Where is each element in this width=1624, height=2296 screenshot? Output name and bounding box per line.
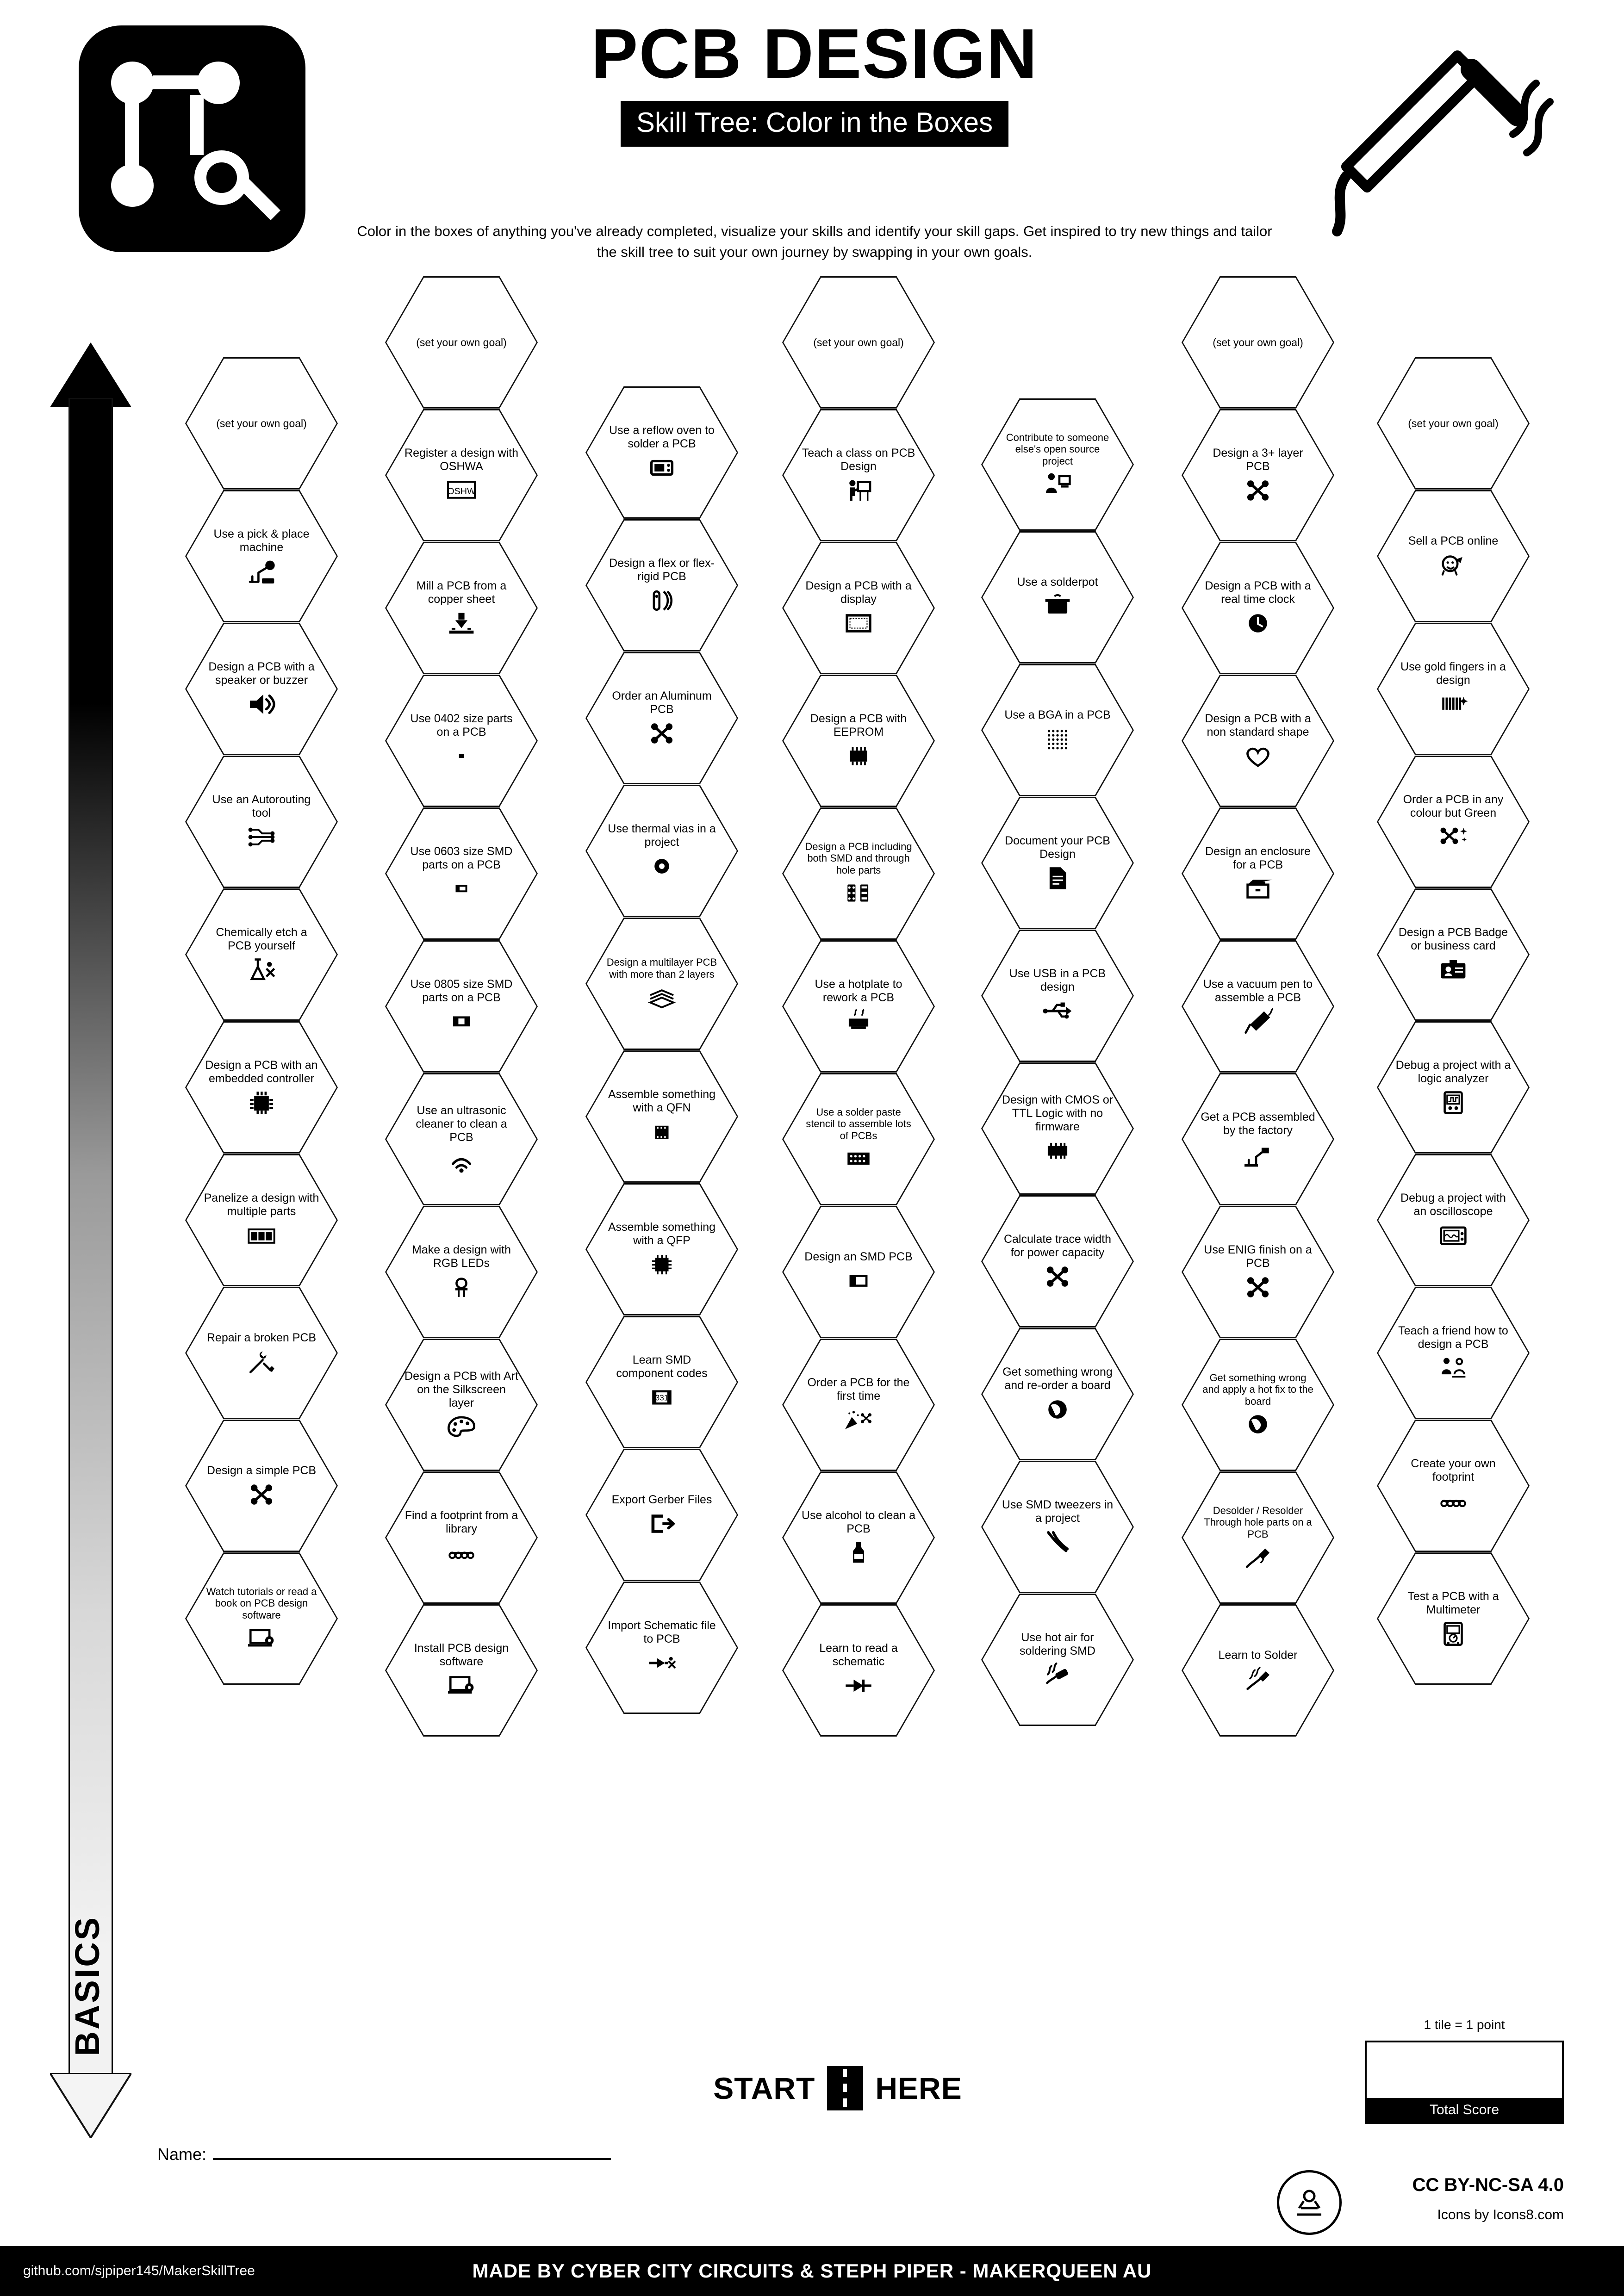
skill-tile[interactable]	[1182, 1206, 1334, 1338]
qfn-icon	[647, 1118, 677, 1145]
bga-icon	[1042, 726, 1073, 752]
tile-label: Design an enclosure for a PCB	[1205, 845, 1311, 871]
header	[0, 0, 1624, 296]
tile-label: Calculate trace width for power capacity	[1003, 1233, 1112, 1259]
tile-label: Teach a class on PCB Design	[802, 447, 915, 473]
skill-tile[interactable]	[782, 1604, 935, 1737]
tile-label: Create your own footprint	[1411, 1457, 1496, 1483]
tile-label: Design a PCB with a non standard shape	[1205, 712, 1311, 738]
palette-icon	[446, 1414, 477, 1440]
document-icon	[1042, 865, 1073, 892]
axis-label-advanced: ADVANCED	[68, 435, 106, 641]
sell-icon	[1438, 552, 1468, 578]
here-label: HERE	[875, 2071, 962, 2105]
tile-label: Panelize a design with multiple parts	[204, 1191, 319, 1218]
skill-tile[interactable]	[185, 490, 338, 622]
tile-label: Import Schematic file to PCB	[608, 1619, 716, 1645]
skill-tile[interactable]	[782, 1339, 935, 1471]
name-field[interactable]	[157, 2142, 611, 2164]
tile-label: Order a PCB in any colour but Green	[1403, 793, 1504, 819]
road-icon	[827, 2066, 863, 2110]
skill-tile[interactable]	[981, 531, 1134, 664]
tile-label: Use USB in a PCB design	[1009, 967, 1106, 993]
tools-icon	[246, 1348, 277, 1375]
skill-tile[interactable]	[585, 1316, 738, 1448]
panelize-icon	[246, 1222, 277, 1249]
export-icon	[647, 1510, 677, 1537]
enclosure-icon	[1243, 875, 1273, 902]
skill-tile[interactable]	[1182, 675, 1334, 807]
tile-label: Find a footprint from a library	[404, 1509, 518, 1535]
tile-label: Test a PCB with a Multimeter	[1407, 1590, 1499, 1616]
skill-tile[interactable]	[585, 918, 738, 1050]
vacuum-pen-icon	[1243, 1008, 1273, 1035]
badge-icon	[1438, 956, 1468, 983]
skill-tile[interactable]	[185, 623, 338, 755]
tile-label: Register a design with OSHWA	[404, 447, 518, 473]
skill-tile[interactable]	[585, 785, 738, 917]
svg-text:331: 331	[655, 1393, 669, 1402]
skill-tile[interactable]	[1377, 1552, 1530, 1685]
skill-tile[interactable]	[1182, 276, 1334, 409]
skill-tile[interactable]	[1377, 1021, 1530, 1154]
skill-tile[interactable]	[981, 1328, 1134, 1460]
tile-label: Get something wrong and re-order a board	[1002, 1365, 1113, 1392]
desolder-icon	[1243, 1544, 1273, 1570]
tile-label: Assemble something with a QFP	[608, 1221, 716, 1247]
hotair-icon	[1042, 1662, 1073, 1688]
tile-label: Learn SMD component codes	[616, 1353, 708, 1380]
skill-tile[interactable]	[782, 542, 935, 674]
pcb-icon	[246, 1481, 277, 1508]
tile-label: Install PCB design software	[414, 1642, 509, 1668]
skill-tile[interactable]	[185, 1021, 338, 1154]
tile-label: Use hot air for soldering SMD	[1020, 1631, 1095, 1657]
start-label: START	[713, 2071, 815, 2105]
skill-tile[interactable]	[981, 930, 1134, 1062]
skill-tile[interactable]	[185, 1552, 338, 1685]
tile-label: Use 0603 size SMD parts on a PCB	[410, 845, 513, 871]
skill-tile[interactable]	[1377, 490, 1530, 622]
import-icon	[647, 1650, 677, 1676]
skill-tile[interactable]	[385, 807, 538, 940]
tile-label: Design an SMD PCB	[804, 1250, 913, 1263]
tile-label: (set your own goal)	[1213, 336, 1303, 348]
skill-tile[interactable]	[385, 675, 538, 807]
skill-tile[interactable]	[1182, 542, 1334, 674]
pcb-icon	[647, 720, 677, 747]
tile-label: Use 0805 size SMD parts on a PCB	[410, 978, 513, 1004]
skill-tile[interactable]	[782, 409, 935, 541]
arrow-head-up	[50, 342, 131, 407]
tile-label: Design a PCB with a real time clock	[1205, 579, 1311, 606]
etch-flask-icon	[246, 956, 277, 983]
skill-tile[interactable]	[1182, 1604, 1334, 1737]
tile-label: Desolder / Resolder Through hole parts on a PCB	[1204, 1504, 1312, 1540]
stencil-icon	[843, 1145, 874, 1172]
tile-label: Use alcohol to clean a PCB	[802, 1509, 915, 1535]
pcb-icon	[1243, 477, 1273, 504]
skill-tile[interactable]	[385, 1206, 538, 1338]
tile-label: Use gold fingers in a design	[1400, 660, 1506, 687]
code-331-icon	[647, 1384, 677, 1411]
tile-label: Assemble something with a QFN	[608, 1088, 716, 1114]
tile-label: Design a PCB with Art on the Silkscreen layer	[404, 1369, 518, 1409]
tile-label: Mill a PCB from a copper sheet	[416, 579, 507, 606]
tile-label: Learn to Solder	[1218, 1648, 1298, 1662]
github-link[interactable]: github.com/sjpiper145/MakerSkillTree	[23, 2263, 255, 2278]
skill-tile[interactable]	[981, 398, 1134, 531]
skill-tile[interactable]	[1182, 1471, 1334, 1604]
footprint-icon	[446, 1539, 477, 1566]
svg-text:OSHW: OSHW	[447, 486, 476, 496]
cc-badge-icon	[1277, 2170, 1342, 2235]
tile-label: Chemically etch a PCB yourself	[216, 926, 307, 952]
skill-tile[interactable]	[585, 386, 738, 519]
skill-tile[interactable]	[981, 1461, 1134, 1593]
skill-tile[interactable]	[782, 807, 935, 940]
tile-label: Design a 3+ layer PCB	[1213, 447, 1303, 473]
display-icon	[843, 610, 874, 637]
skill-tile[interactable]	[185, 888, 338, 1021]
tile-label: (set your own goal)	[1408, 417, 1499, 429]
hotplate-icon	[843, 1008, 874, 1035]
bottle-icon	[843, 1539, 874, 1566]
intro-text: Color in the boxes of anything you've already completed, visualize your skills and identify your skill gaps. Get inspired to try new things and tailor the skill tree to suit your own journey by swapping in your own goals.	[357, 223, 1272, 260]
skill-tile[interactable]	[585, 1582, 738, 1714]
name-input-line[interactable]	[213, 2142, 611, 2160]
smd-0805-icon	[446, 1008, 477, 1035]
skill-tile[interactable]	[185, 756, 338, 888]
tile-label: Use a pick & place machine	[213, 527, 310, 554]
tile-label: Order a PCB for the first time	[807, 1376, 910, 1402]
skill-tile[interactable]	[185, 1420, 338, 1552]
skill-tile[interactable]	[1377, 888, 1530, 1021]
skill-tile[interactable]	[981, 797, 1134, 929]
soldering-iron-icon	[1243, 1666, 1273, 1693]
tile-label: Contribute to someone else's open source project	[1006, 431, 1109, 467]
title-block	[407, 14, 1222, 147]
icons-credit: Icons by Icons8.com	[1437, 2207, 1564, 2222]
mill-icon	[446, 610, 477, 637]
facepalm-icon	[1243, 1411, 1273, 1438]
tile-label: (set your own goal)	[216, 417, 307, 429]
confetti-pcb-icon	[843, 1407, 874, 1433]
tile-label: Debug a project with a logic analyzer	[1395, 1059, 1511, 1085]
skill-tile[interactable]	[385, 1471, 538, 1604]
heart-icon	[1243, 743, 1273, 769]
skill-tile[interactable]	[1377, 1287, 1530, 1419]
oscilloscope-icon	[1438, 1222, 1468, 1249]
tile-label: (set your own goal)	[416, 336, 507, 348]
skill-tile[interactable]	[981, 1195, 1134, 1328]
share-person-icon	[1042, 471, 1073, 497]
tile-label: Use a solderpot	[1017, 575, 1098, 589]
skill-tile[interactable]	[385, 542, 538, 674]
start-here-marker	[662, 2064, 1014, 2112]
license-text: CC BY-NC-SA 4.0	[1412, 2175, 1564, 2195]
facepalm-icon	[1042, 1396, 1073, 1423]
tile-label: Design a PCB with an embedded controller	[205, 1059, 318, 1085]
clock-icon	[1243, 610, 1273, 637]
install-icon	[446, 1672, 477, 1699]
skill-tile[interactable]	[1377, 756, 1530, 888]
skill-tile[interactable]	[185, 357, 338, 490]
total-score-label: Total Score	[1367, 2098, 1562, 2122]
pcb-icon	[1243, 1274, 1273, 1301]
tile-label: Get a PCB assembled by the factory	[1201, 1111, 1315, 1137]
tile-label: Design a multilayer PCB with more than 2 layers	[606, 956, 717, 980]
goldfingers-icon	[1438, 691, 1468, 718]
tile-label: Design a PCB with a display	[805, 579, 912, 606]
tile-label: Use 0402 size parts on a PCB	[410, 712, 513, 738]
usb-icon	[1042, 998, 1073, 1024]
solderpot-icon	[1042, 593, 1073, 620]
skill-tile[interactable]	[385, 1339, 538, 1471]
chip-icon	[246, 1089, 277, 1116]
diode-icon	[843, 1672, 874, 1699]
skill-tile[interactable]	[981, 1594, 1134, 1726]
skill-tile[interactable]	[585, 1183, 738, 1316]
pcb-sparkle-icon	[1438, 824, 1468, 850]
tile-label: Use a reflow oven to solder a PCB	[609, 424, 715, 450]
footprint-icon	[1438, 1488, 1468, 1514]
skill-tile[interactable]	[1377, 623, 1530, 755]
skill-tile[interactable]	[1377, 1154, 1530, 1286]
tile-label: Watch tutorials or read a book on PCB design software	[206, 1585, 317, 1621]
autoroute-icon	[246, 824, 277, 850]
skill-tile[interactable]	[782, 940, 935, 1073]
smd-0603-icon	[446, 875, 477, 902]
tile-label: Design a PCB with EEPROM	[810, 712, 907, 738]
skill-tile[interactable]	[782, 276, 935, 409]
tile-label: Use a solder paste stencil to assemble lots of PCBs	[806, 1106, 911, 1142]
skill-tile[interactable]	[385, 940, 538, 1073]
logic-ic-icon	[1042, 1137, 1073, 1164]
tile-label: Use a BGA in a PCB	[1004, 708, 1111, 721]
tile-label: Design a simple PCB	[206, 1464, 317, 1477]
skill-tile[interactable]	[185, 1287, 338, 1419]
arrow-head-down	[50, 2073, 131, 2138]
skill-tile[interactable]	[385, 1073, 538, 1205]
robot-arm-icon	[1243, 1141, 1273, 1168]
tile-label: Design with CMOS or TTL Logic with no firmware	[1002, 1093, 1114, 1133]
page-subtitle: Skill Tree: Color in the Boxes	[621, 101, 1008, 147]
tile-label: Document your PCB Design	[1005, 834, 1110, 861]
tile-label: (set your own goal)	[813, 336, 904, 348]
tile-label: Design a PCB including both SMD and through hole parts	[805, 840, 912, 876]
skill-tile[interactable]	[185, 1154, 338, 1286]
skill-tile[interactable]	[782, 675, 935, 807]
skill-tile[interactable]	[585, 1050, 738, 1183]
tile-label: Use an Autorouting tool	[212, 793, 311, 819]
pick-place-icon	[246, 558, 277, 585]
pcb-icon	[1042, 1263, 1073, 1290]
tile-label: Use an ultrasonic cleaner to clean a PCB	[416, 1104, 507, 1144]
tile-label: Use thermal vias in a project	[608, 822, 716, 849]
skill-tile[interactable]	[585, 1449, 738, 1581]
skill-tile[interactable]	[1182, 409, 1334, 541]
smd-0402-icon	[446, 743, 477, 769]
tile-label: Use a hotplate to rework a PCB	[815, 978, 902, 1004]
total-score-box[interactable]	[1365, 2041, 1564, 2124]
ultrasonic-icon	[446, 1148, 477, 1175]
led-icon	[446, 1274, 477, 1301]
skill-tile[interactable]	[1182, 807, 1334, 940]
tile-label: Teach a friend how to design a PCB	[1398, 1324, 1508, 1351]
oven-icon	[647, 454, 677, 481]
tile-points-note: 1 tile = 1 point	[1424, 2017, 1505, 2032]
speaker-icon	[246, 691, 277, 718]
axis-label-basics: BASICS	[68, 1916, 106, 2056]
page-title: PCB DESIGN	[591, 14, 1038, 93]
footer-bar	[0, 2246, 1624, 2296]
tile-label: Order an Aluminum PCB	[612, 689, 712, 716]
skill-tile[interactable]	[385, 276, 538, 409]
skill-tile[interactable]	[1182, 1073, 1334, 1205]
tile-label: Design a PCB Badge or business card	[1398, 926, 1508, 952]
tile-label: Design a flex or flex-rigid PCB	[609, 557, 715, 583]
tile-label: Use SMD tweezers in a project	[1002, 1498, 1114, 1525]
tweezers-icon	[1042, 1529, 1073, 1556]
tile-label: Design a PCB with a speaker or buzzer	[208, 660, 315, 687]
skill-tile[interactable]	[1182, 940, 1334, 1073]
smd-part-icon	[843, 1267, 874, 1294]
skill-tile[interactable]	[1377, 1420, 1530, 1552]
qfp-icon	[647, 1251, 677, 1278]
skill-tile[interactable]	[1182, 1339, 1334, 1471]
skill-tile[interactable]	[385, 409, 538, 541]
tile-label: Get something wrong and apply a hot fix to the board	[1202, 1371, 1313, 1407]
eeprom-icon	[843, 743, 874, 769]
tile-label: Use a vacuum pen to assemble a PCB	[1203, 978, 1313, 1004]
skill-tile[interactable]	[1377, 357, 1530, 490]
skill-tile[interactable]	[782, 1471, 935, 1604]
smd-tht-icon	[843, 880, 874, 906]
made-by-text: MADE BY CYBER CITY CIRCUITS & STEPH PIPER - MAKERQUEEN AU	[472, 2260, 1152, 2282]
tile-label: Use ENIG finish on a PCB	[1204, 1243, 1312, 1270]
teach-friend-icon	[1438, 1355, 1468, 1382]
arrow-shaft	[68, 398, 113, 2087]
skill-tile[interactable]	[981, 664, 1134, 796]
flex-icon	[647, 587, 677, 614]
logic-analyzer-icon	[1438, 1089, 1468, 1116]
skill-tile[interactable]	[585, 519, 738, 652]
oshw-icon	[446, 477, 477, 504]
skill-tile[interactable]	[782, 1073, 935, 1205]
via-icon	[647, 853, 677, 880]
tile-label: Learn to read a schematic	[819, 1642, 898, 1668]
name-label: Name:	[157, 2145, 207, 2164]
skill-tile[interactable]	[981, 1062, 1134, 1195]
laptop-gear-icon	[246, 1625, 277, 1651]
skill-tile[interactable]	[385, 1604, 538, 1737]
skill-tile[interactable]	[585, 652, 738, 784]
tile-label: Export Gerber Files	[611, 1493, 712, 1506]
soldering-iron-icon	[1319, 28, 1559, 250]
pcb-logo-icon	[79, 25, 305, 252]
teacher-icon	[843, 477, 874, 504]
skill-tile[interactable]	[782, 1206, 935, 1338]
tile-label: Repair a broken PCB	[206, 1331, 317, 1344]
tile-label: Sell a PCB online	[1408, 534, 1499, 547]
layers-icon	[647, 984, 677, 1011]
tile-label: Make a design with RGB LEDs	[411, 1243, 511, 1270]
tile-label: Debug a project with an oscilloscope	[1400, 1191, 1506, 1218]
multimeter-icon	[1438, 1620, 1468, 1647]
